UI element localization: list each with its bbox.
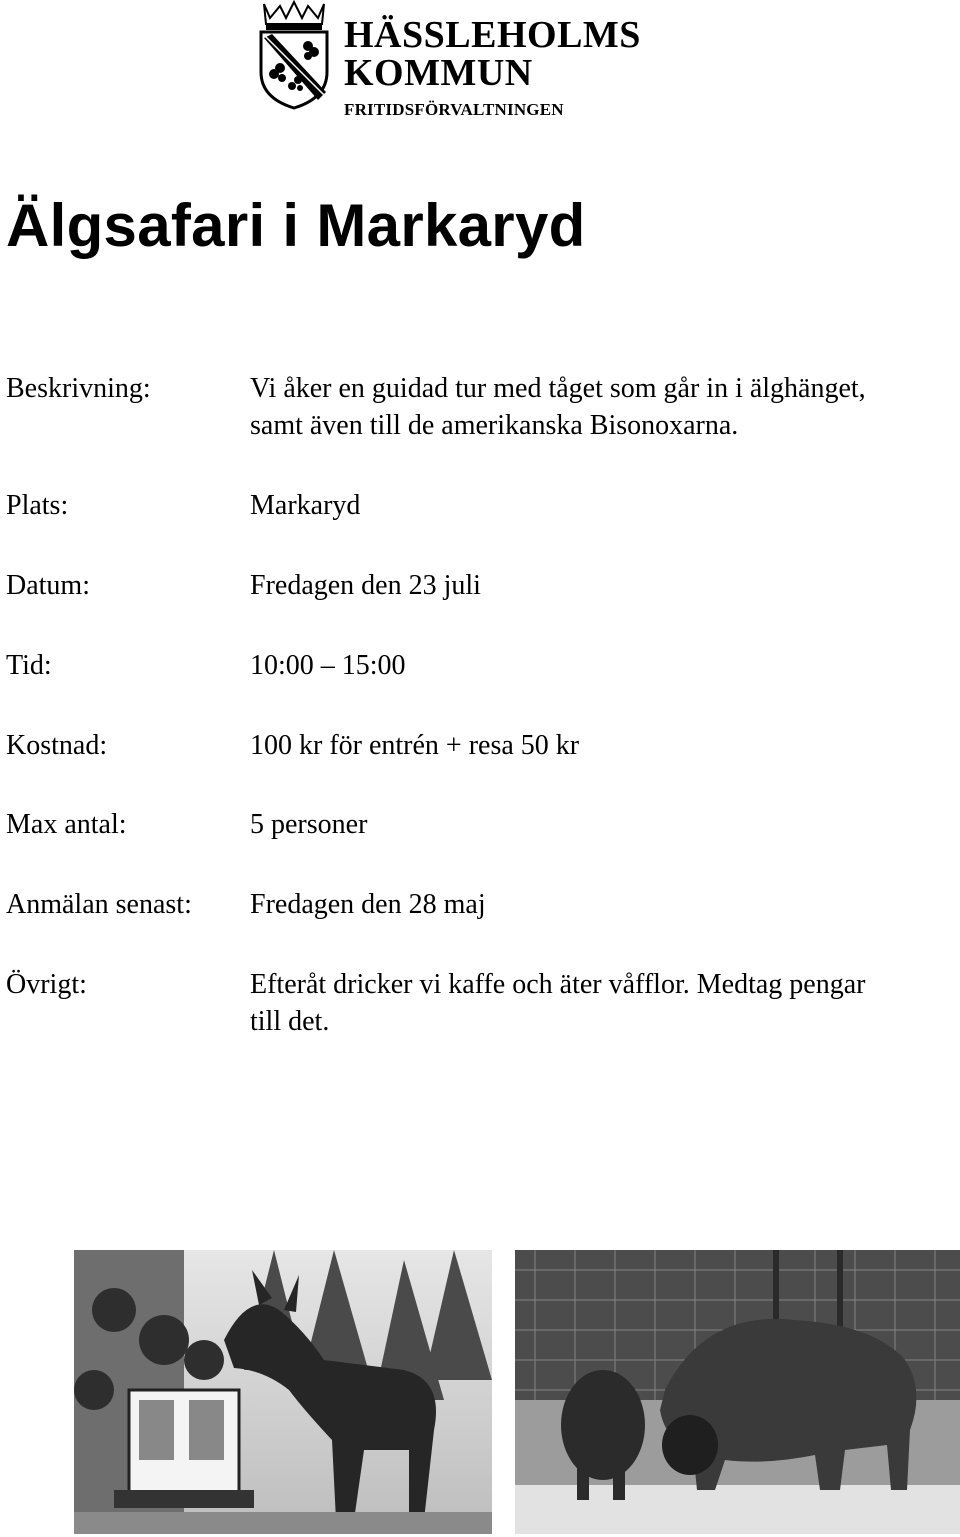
municipality-logo bbox=[256, 0, 676, 119]
detail-label: Kostnad: bbox=[6, 730, 108, 761]
detail-value-line: till det. bbox=[250, 1006, 330, 1037]
detail-label: Max antal: bbox=[6, 809, 127, 840]
page-title: Älgsafari i Markaryd bbox=[6, 192, 586, 259]
logo-line-2: KOMMUN bbox=[344, 52, 533, 94]
detail-value: 10:00 – 15:00 bbox=[250, 650, 406, 681]
detail-label: Anmälan senast: bbox=[6, 889, 192, 920]
logo-line-1: HÄSSLEHOLMS bbox=[344, 14, 641, 56]
coat-of-arms-icon bbox=[256, 0, 332, 110]
detail-value-line: Vi åker en guidad tur med tåget som går in i älghänget, bbox=[250, 373, 866, 404]
detail-value: Fredagen den 23 juli bbox=[250, 570, 481, 601]
logo-line-3: FRITIDSFÖRVALTNINGEN bbox=[344, 100, 564, 119]
bison-photo-icon bbox=[515, 1250, 960, 1534]
detail-value-line: samt även till de amerikanska Bisonoxarna. bbox=[250, 410, 739, 441]
detail-value bbox=[250, 370, 950, 444]
detail-label: Tid: bbox=[6, 650, 52, 681]
detail-value: Markaryd bbox=[250, 490, 361, 521]
detail-value: Fredagen den 28 maj bbox=[250, 889, 486, 920]
detail-value: 5 personer bbox=[250, 809, 368, 840]
detail-value-line: Efteråt dricker vi kaffe och äter våfflor. Medtag pengar bbox=[250, 969, 866, 1000]
detail-value: 100 kr för entrén + resa 50 kr bbox=[250, 730, 580, 761]
detail-label: Datum: bbox=[6, 570, 90, 601]
detail-label: Övrigt: bbox=[6, 969, 87, 1000]
detail-label: Plats: bbox=[6, 490, 69, 521]
detail-value bbox=[250, 966, 950, 1040]
logo-wordmark bbox=[344, 16, 641, 118]
detail-label: Beskrivning: bbox=[6, 373, 151, 404]
bison-photo bbox=[515, 1250, 960, 1534]
moose-photo bbox=[74, 1250, 492, 1534]
moose-photo-icon bbox=[74, 1250, 492, 1534]
